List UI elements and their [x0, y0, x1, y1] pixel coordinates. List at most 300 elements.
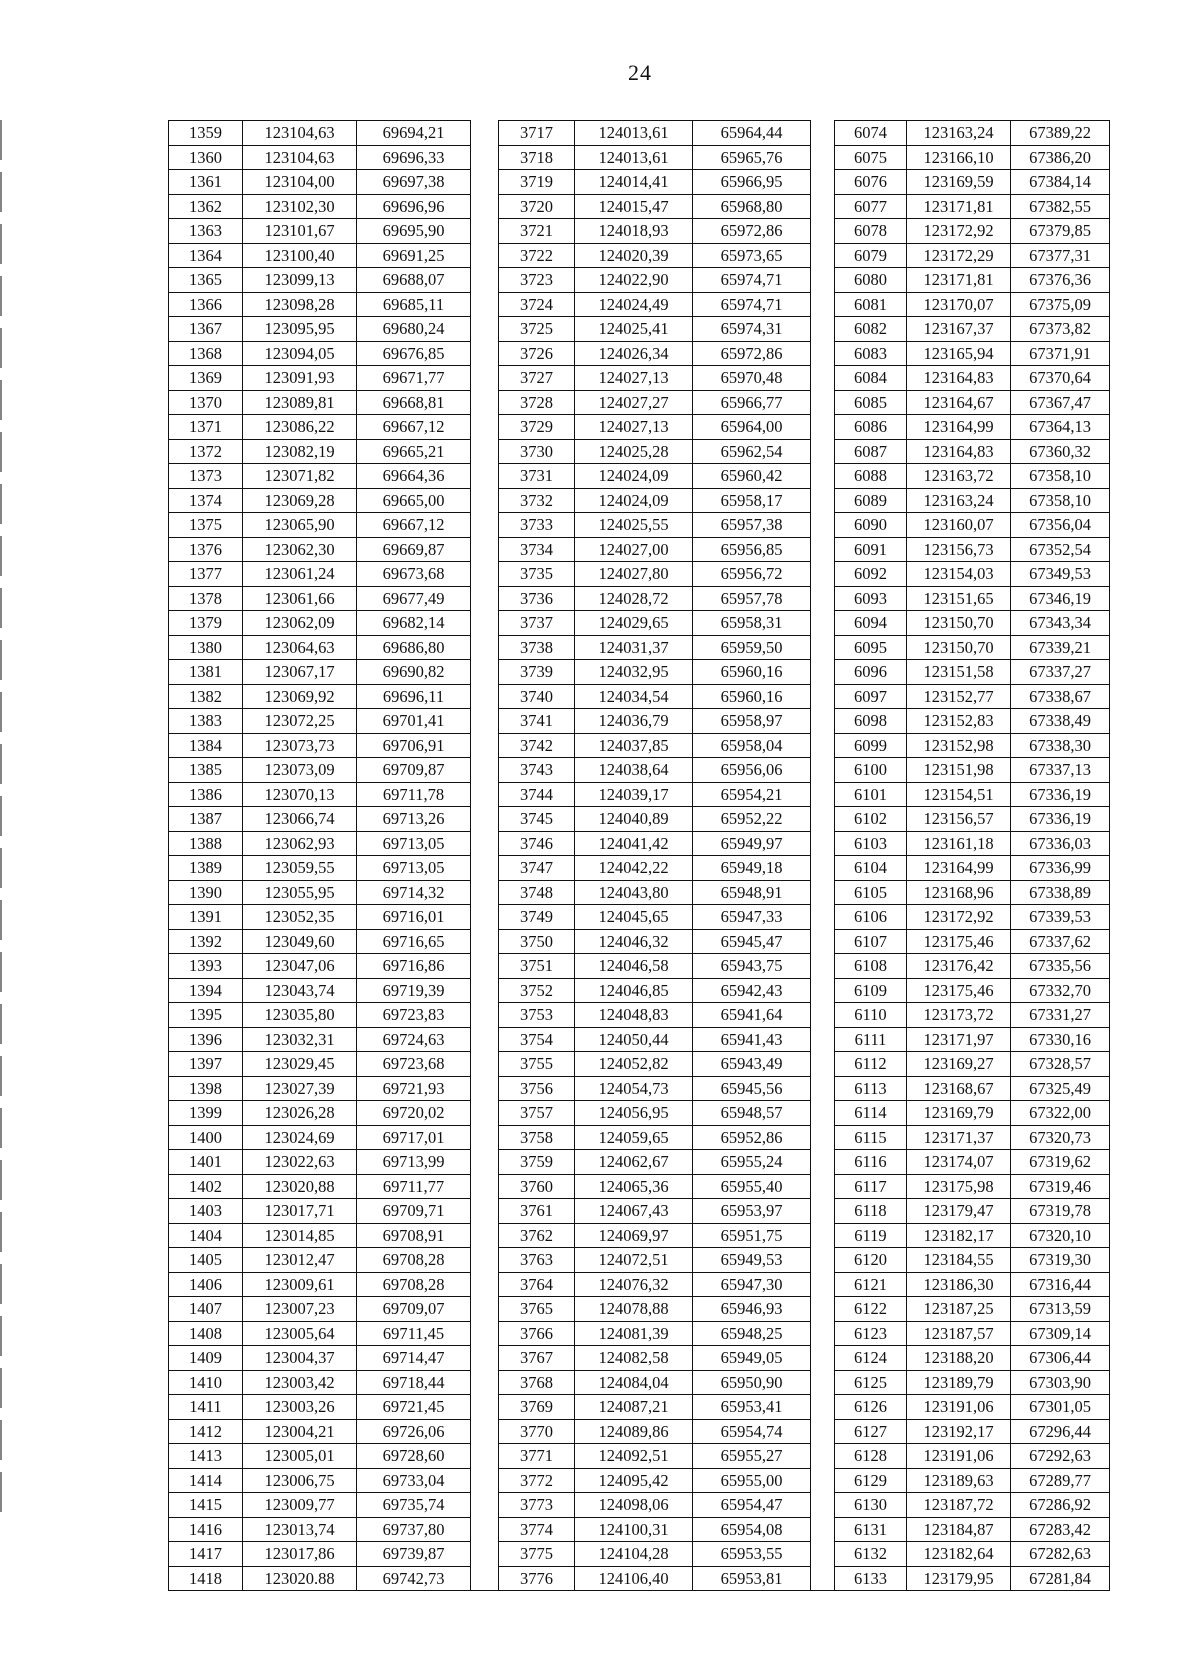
- table-row: [169, 1493, 1110, 1518]
- x-coordinate-cell: 123095,95: [243, 317, 357, 342]
- column-group-separator: [811, 1395, 835, 1420]
- y-coordinate-cell: 67389,22: [1011, 121, 1110, 146]
- x-coordinate-cell: 123163,72: [907, 464, 1011, 489]
- point-number-cell: 3725: [499, 317, 575, 342]
- point-number-cell: 3748: [499, 880, 575, 905]
- point-number-cell: 3772: [499, 1468, 575, 1493]
- column-group-separator: [471, 439, 499, 464]
- x-coordinate-cell: 123017,86: [243, 1542, 357, 1567]
- point-number-cell: 3731: [499, 464, 575, 489]
- y-coordinate-cell: 69701,41: [357, 709, 471, 734]
- x-coordinate-cell: 123163,24: [907, 488, 1011, 513]
- x-coordinate-cell: 123012,47: [243, 1248, 357, 1273]
- column-group-separator: [471, 243, 499, 268]
- point-number-cell: 6083: [835, 341, 907, 366]
- column-group-separator: [471, 978, 499, 1003]
- point-number-cell: 3750: [499, 929, 575, 954]
- table-row: [169, 1566, 1110, 1591]
- point-number-cell: 6086: [835, 415, 907, 440]
- x-coordinate-cell: 123071,82: [243, 464, 357, 489]
- x-coordinate-cell: 123154,51: [907, 782, 1011, 807]
- point-number-cell: 1377: [169, 562, 243, 587]
- table-row: [169, 733, 1110, 758]
- y-coordinate-cell: 69713,26: [357, 807, 471, 832]
- table-row: [169, 611, 1110, 636]
- point-number-cell: 6129: [835, 1468, 907, 1493]
- y-coordinate-cell: 67309,14: [1011, 1321, 1110, 1346]
- point-number-cell: 1374: [169, 488, 243, 513]
- y-coordinate-cell: 65948,25: [693, 1321, 811, 1346]
- y-coordinate-cell: 69697,38: [357, 170, 471, 195]
- point-number-cell: 3729: [499, 415, 575, 440]
- point-number-cell: 1359: [169, 121, 243, 146]
- point-number-cell: 1409: [169, 1346, 243, 1371]
- column-group-separator: [811, 488, 835, 513]
- point-number-cell: 1407: [169, 1297, 243, 1322]
- y-coordinate-cell: 67303,90: [1011, 1370, 1110, 1395]
- x-coordinate-cell: 124048,83: [575, 1003, 693, 1028]
- point-number-cell: 3722: [499, 243, 575, 268]
- x-coordinate-cell: 123156,73: [907, 537, 1011, 562]
- point-number-cell: 6082: [835, 317, 907, 342]
- point-number-cell: 3760: [499, 1174, 575, 1199]
- x-coordinate-cell: 124027,80: [575, 562, 693, 587]
- x-coordinate-cell: 124041,42: [575, 831, 693, 856]
- x-coordinate-cell: 123100,40: [243, 243, 357, 268]
- point-number-cell: 1362: [169, 194, 243, 219]
- y-coordinate-cell: 69726,06: [357, 1419, 471, 1444]
- point-number-cell: 1384: [169, 733, 243, 758]
- y-coordinate-cell: 65958,17: [693, 488, 811, 513]
- point-number-cell: 3745: [499, 807, 575, 832]
- x-coordinate-cell: 123004,21: [243, 1419, 357, 1444]
- y-coordinate-cell: 69721,45: [357, 1395, 471, 1420]
- x-coordinate-cell: 124067,43: [575, 1199, 693, 1224]
- point-number-cell: 1366: [169, 292, 243, 317]
- table-row: [169, 856, 1110, 881]
- column-group-separator: [811, 464, 835, 489]
- y-coordinate-cell: 69664,36: [357, 464, 471, 489]
- x-coordinate-cell: 123187,25: [907, 1297, 1011, 1322]
- x-coordinate-cell: 124022,90: [575, 268, 693, 293]
- y-coordinate-cell: 65962,54: [693, 439, 811, 464]
- x-coordinate-cell: 123032,31: [243, 1027, 357, 1052]
- point-number-cell: 3755: [499, 1052, 575, 1077]
- column-group-separator: [811, 1419, 835, 1444]
- column-group-separator: [811, 1125, 835, 1150]
- column-group-separator: [471, 562, 499, 587]
- table-row: [169, 880, 1110, 905]
- point-number-cell: 1382: [169, 684, 243, 709]
- column-group-separator: [811, 1566, 835, 1591]
- point-number-cell: 3739: [499, 660, 575, 685]
- y-coordinate-cell: 67375,09: [1011, 292, 1110, 317]
- point-number-cell: 3734: [499, 537, 575, 562]
- column-group-separator: [811, 1248, 835, 1273]
- y-coordinate-cell: 67386,20: [1011, 145, 1110, 170]
- point-number-cell: 6128: [835, 1444, 907, 1469]
- y-coordinate-cell: 69671,77: [357, 366, 471, 391]
- column-group-separator: [471, 1076, 499, 1101]
- point-number-cell: 1360: [169, 145, 243, 170]
- point-number-cell: 6085: [835, 390, 907, 415]
- x-coordinate-cell: 123152,98: [907, 733, 1011, 758]
- y-coordinate-cell: 67328,57: [1011, 1052, 1110, 1077]
- table-row: [169, 1517, 1110, 1542]
- x-coordinate-cell: 123171,37: [907, 1125, 1011, 1150]
- point-number-cell: 3740: [499, 684, 575, 709]
- y-coordinate-cell: 65960,42: [693, 464, 811, 489]
- column-group-separator: [811, 1150, 835, 1175]
- point-number-cell: 6097: [835, 684, 907, 709]
- x-coordinate-cell: 123064,63: [243, 635, 357, 660]
- point-number-cell: 6084: [835, 366, 907, 391]
- point-number-cell: 6093: [835, 586, 907, 611]
- x-coordinate-cell: 123169,59: [907, 170, 1011, 195]
- point-number-cell: 1404: [169, 1223, 243, 1248]
- x-coordinate-cell: 124092,51: [575, 1444, 693, 1469]
- table-row: [169, 954, 1110, 979]
- column-group-separator: [811, 758, 835, 783]
- x-coordinate-cell: 124059,65: [575, 1125, 693, 1150]
- y-coordinate-cell: 65972,86: [693, 341, 811, 366]
- x-coordinate-cell: 123179,95: [907, 1566, 1011, 1591]
- column-group-separator: [471, 1101, 499, 1126]
- column-group-separator: [811, 880, 835, 905]
- point-number-cell: 6110: [835, 1003, 907, 1028]
- y-coordinate-cell: 65966,77: [693, 390, 811, 415]
- table-row: [169, 709, 1110, 734]
- table-row: [169, 145, 1110, 170]
- x-coordinate-cell: 124024,09: [575, 488, 693, 513]
- point-number-cell: 3723: [499, 268, 575, 293]
- y-coordinate-cell: 69716,65: [357, 929, 471, 954]
- y-coordinate-cell: 67330,16: [1011, 1027, 1110, 1052]
- point-number-cell: 3759: [499, 1150, 575, 1175]
- y-coordinate-cell: 65941,43: [693, 1027, 811, 1052]
- table-row: [169, 1174, 1110, 1199]
- y-coordinate-cell: 67339,21: [1011, 635, 1110, 660]
- y-coordinate-cell: 69686,80: [357, 635, 471, 660]
- x-coordinate-cell: 124089,86: [575, 1419, 693, 1444]
- y-coordinate-cell: 69713,05: [357, 831, 471, 856]
- y-coordinate-cell: 67337,62: [1011, 929, 1110, 954]
- point-number-cell: 3763: [499, 1248, 575, 1273]
- x-coordinate-cell: 123104,63: [243, 121, 357, 146]
- x-coordinate-cell: 123186,30: [907, 1272, 1011, 1297]
- x-coordinate-cell: 123169,79: [907, 1101, 1011, 1126]
- point-number-cell: 1412: [169, 1419, 243, 1444]
- column-group-separator: [471, 1542, 499, 1567]
- column-group-separator: [811, 831, 835, 856]
- x-coordinate-cell: 123073,09: [243, 758, 357, 783]
- y-coordinate-cell: 65955,00: [693, 1468, 811, 1493]
- point-number-cell: 6090: [835, 513, 907, 538]
- y-coordinate-cell: 69711,78: [357, 782, 471, 807]
- point-number-cell: 6114: [835, 1101, 907, 1126]
- column-group-separator: [471, 856, 499, 881]
- column-group-separator: [471, 1370, 499, 1395]
- y-coordinate-cell: 69713,05: [357, 856, 471, 881]
- column-group-separator: [811, 1468, 835, 1493]
- point-number-cell: 1380: [169, 635, 243, 660]
- column-group-separator: [811, 194, 835, 219]
- point-number-cell: 3743: [499, 758, 575, 783]
- x-coordinate-cell: 124027,27: [575, 390, 693, 415]
- point-number-cell: 1369: [169, 366, 243, 391]
- y-coordinate-cell: 67338,89: [1011, 880, 1110, 905]
- y-coordinate-cell: 65947,30: [693, 1272, 811, 1297]
- point-number-cell: 3749: [499, 905, 575, 930]
- y-coordinate-cell: 65973,65: [693, 243, 811, 268]
- point-number-cell: 6098: [835, 709, 907, 734]
- point-number-cell: 1367: [169, 317, 243, 342]
- y-coordinate-cell: 65946,93: [693, 1297, 811, 1322]
- x-coordinate-cell: 123024,69: [243, 1125, 357, 1150]
- column-group-separator: [471, 1052, 499, 1077]
- y-coordinate-cell: 69711,45: [357, 1321, 471, 1346]
- column-group-separator: [471, 1517, 499, 1542]
- x-coordinate-cell: 124027,00: [575, 537, 693, 562]
- column-group-separator: [471, 1003, 499, 1028]
- point-number-cell: 3738: [499, 635, 575, 660]
- point-number-cell: 6121: [835, 1272, 907, 1297]
- column-group-separator: [811, 1370, 835, 1395]
- column-group-separator: [471, 635, 499, 660]
- x-coordinate-cell: 123102,30: [243, 194, 357, 219]
- x-coordinate-cell: 123166,10: [907, 145, 1011, 170]
- point-number-cell: 3754: [499, 1027, 575, 1052]
- table-row: [169, 464, 1110, 489]
- y-coordinate-cell: 65953,97: [693, 1199, 811, 1224]
- x-coordinate-cell: 124032,95: [575, 660, 693, 685]
- x-coordinate-cell: 123184,87: [907, 1517, 1011, 1542]
- x-coordinate-cell: 123164,99: [907, 856, 1011, 881]
- table-row: [169, 1272, 1110, 1297]
- table-row: [169, 1248, 1110, 1273]
- x-coordinate-cell: 123156,57: [907, 807, 1011, 832]
- x-coordinate-cell: 123035,80: [243, 1003, 357, 1028]
- point-number-cell: 1368: [169, 341, 243, 366]
- point-number-cell: 3730: [499, 439, 575, 464]
- y-coordinate-cell: 67379,85: [1011, 219, 1110, 244]
- column-group-separator: [471, 1272, 499, 1297]
- y-coordinate-cell: 65960,16: [693, 684, 811, 709]
- column-group-separator: [471, 1248, 499, 1273]
- point-number-cell: 3744: [499, 782, 575, 807]
- point-number-cell: 1391: [169, 905, 243, 930]
- y-coordinate-cell: 69690,82: [357, 660, 471, 685]
- point-number-cell: 1370: [169, 390, 243, 415]
- point-number-cell: 6131: [835, 1517, 907, 1542]
- column-group-separator: [811, 1493, 835, 1518]
- column-group-separator: [471, 415, 499, 440]
- column-group-separator: [811, 562, 835, 587]
- y-coordinate-cell: 67384,14: [1011, 170, 1110, 195]
- x-coordinate-cell: 123152,83: [907, 709, 1011, 734]
- table-row: [169, 635, 1110, 660]
- table-row: [169, 317, 1110, 342]
- column-group-separator: [811, 268, 835, 293]
- y-coordinate-cell: 69723,83: [357, 1003, 471, 1028]
- x-coordinate-cell: 123164,67: [907, 390, 1011, 415]
- y-coordinate-cell: 67316,44: [1011, 1272, 1110, 1297]
- x-coordinate-cell: 124052,82: [575, 1052, 693, 1077]
- x-coordinate-cell: 123154,03: [907, 562, 1011, 587]
- column-group-separator: [471, 1346, 499, 1371]
- x-coordinate-cell: 123152,77: [907, 684, 1011, 709]
- x-coordinate-cell: 123188,20: [907, 1346, 1011, 1371]
- x-coordinate-cell: 123164,83: [907, 366, 1011, 391]
- x-coordinate-cell: 124039,17: [575, 782, 693, 807]
- point-number-cell: 6089: [835, 488, 907, 513]
- column-group-separator: [811, 1517, 835, 1542]
- y-coordinate-cell: 67322,00: [1011, 1101, 1110, 1126]
- x-coordinate-cell: 123017,71: [243, 1199, 357, 1224]
- column-group-separator: [811, 1272, 835, 1297]
- table-row: [169, 415, 1110, 440]
- y-coordinate-cell: 67343,34: [1011, 611, 1110, 636]
- scan-edge-mark: [0, 120, 2, 1520]
- x-coordinate-cell: 123167,37: [907, 317, 1011, 342]
- point-number-cell: 1389: [169, 856, 243, 881]
- x-coordinate-cell: 123172,29: [907, 243, 1011, 268]
- x-coordinate-cell: 123086,22: [243, 415, 357, 440]
- y-coordinate-cell: 67281,84: [1011, 1566, 1110, 1591]
- point-number-cell: 3765: [499, 1297, 575, 1322]
- y-coordinate-cell: 65954,21: [693, 782, 811, 807]
- point-number-cell: 1396: [169, 1027, 243, 1052]
- x-coordinate-cell: 124054,73: [575, 1076, 693, 1101]
- column-group-separator: [471, 537, 499, 562]
- x-coordinate-cell: 123070,13: [243, 782, 357, 807]
- y-coordinate-cell: 65965,76: [693, 145, 811, 170]
- point-number-cell: 6130: [835, 1493, 907, 1518]
- x-coordinate-cell: 124056,95: [575, 1101, 693, 1126]
- y-coordinate-cell: 65964,44: [693, 121, 811, 146]
- x-coordinate-cell: 123175,46: [907, 978, 1011, 1003]
- x-coordinate-cell: 123161,18: [907, 831, 1011, 856]
- point-number-cell: 3762: [499, 1223, 575, 1248]
- point-number-cell: 1406: [169, 1272, 243, 1297]
- column-group-separator: [811, 292, 835, 317]
- column-group-separator: [471, 782, 499, 807]
- column-group-separator: [471, 170, 499, 195]
- point-number-cell: 6096: [835, 660, 907, 685]
- point-number-cell: 3776: [499, 1566, 575, 1591]
- y-coordinate-cell: 65974,71: [693, 292, 811, 317]
- y-coordinate-cell: 65948,91: [693, 880, 811, 905]
- table-row: [169, 562, 1110, 587]
- x-coordinate-cell: 123067,17: [243, 660, 357, 685]
- y-coordinate-cell: 69706,91: [357, 733, 471, 758]
- x-coordinate-cell: 123061,24: [243, 562, 357, 587]
- x-coordinate-cell: 124018,93: [575, 219, 693, 244]
- x-coordinate-cell: 123065,90: [243, 513, 357, 538]
- point-number-cell: 1398: [169, 1076, 243, 1101]
- y-coordinate-cell: 65960,16: [693, 660, 811, 685]
- column-group-separator: [811, 709, 835, 734]
- x-coordinate-cell: 123062,09: [243, 611, 357, 636]
- y-coordinate-cell: 67352,54: [1011, 537, 1110, 562]
- x-coordinate-cell: 124076,32: [575, 1272, 693, 1297]
- y-coordinate-cell: 69676,85: [357, 341, 471, 366]
- table-row: [169, 1003, 1110, 1028]
- column-group-separator: [471, 660, 499, 685]
- point-number-cell: 1375: [169, 513, 243, 538]
- point-number-cell: 1386: [169, 782, 243, 807]
- table-row: [169, 1101, 1110, 1126]
- point-number-cell: 6094: [835, 611, 907, 636]
- y-coordinate-cell: 65951,75: [693, 1223, 811, 1248]
- column-group-separator: [811, 415, 835, 440]
- x-coordinate-cell: 124037,85: [575, 733, 693, 758]
- y-coordinate-cell: 65947,33: [693, 905, 811, 930]
- y-coordinate-cell: 67337,13: [1011, 758, 1110, 783]
- table-row: [169, 1395, 1110, 1420]
- y-coordinate-cell: 65958,04: [693, 733, 811, 758]
- x-coordinate-cell: 124095,42: [575, 1468, 693, 1493]
- y-coordinate-cell: 69739,87: [357, 1542, 471, 1567]
- point-number-cell: 3773: [499, 1493, 575, 1518]
- column-group-separator: [471, 831, 499, 856]
- table-row: [169, 121, 1110, 146]
- y-coordinate-cell: 67332,70: [1011, 978, 1110, 1003]
- table-row: [169, 1150, 1110, 1175]
- x-coordinate-cell: 123187,57: [907, 1321, 1011, 1346]
- x-coordinate-cell: 123072,25: [243, 709, 357, 734]
- y-coordinate-cell: 67335,56: [1011, 954, 1110, 979]
- table-row: [169, 292, 1110, 317]
- point-number-cell: 1372: [169, 439, 243, 464]
- table-row: [169, 513, 1110, 538]
- point-number-cell: 6076: [835, 170, 907, 195]
- x-coordinate-cell: 124046,85: [575, 978, 693, 1003]
- point-number-cell: 6075: [835, 145, 907, 170]
- x-coordinate-cell: 123013,74: [243, 1517, 357, 1542]
- column-group-separator: [471, 905, 499, 930]
- column-group-separator: [471, 464, 499, 489]
- y-coordinate-cell: 69695,90: [357, 219, 471, 244]
- x-coordinate-cell: 123005,01: [243, 1444, 357, 1469]
- column-group-separator: [471, 807, 499, 832]
- y-coordinate-cell: 65943,75: [693, 954, 811, 979]
- column-group-separator: [471, 366, 499, 391]
- coordinate-table-body: [169, 121, 1110, 1591]
- column-group-separator: [471, 586, 499, 611]
- y-coordinate-cell: 65957,78: [693, 586, 811, 611]
- x-coordinate-cell: 123164,99: [907, 415, 1011, 440]
- point-number-cell: 1413: [169, 1444, 243, 1469]
- y-coordinate-cell: 69668,81: [357, 390, 471, 415]
- point-number-cell: 6100: [835, 758, 907, 783]
- y-coordinate-cell: 67370,64: [1011, 366, 1110, 391]
- y-coordinate-cell: 69716,01: [357, 905, 471, 930]
- point-number-cell: 6080: [835, 268, 907, 293]
- x-coordinate-cell: 123182,17: [907, 1223, 1011, 1248]
- point-number-cell: 1376: [169, 537, 243, 562]
- point-number-cell: 3719: [499, 170, 575, 195]
- y-coordinate-cell: 65953,55: [693, 1542, 811, 1567]
- point-number-cell: 6078: [835, 219, 907, 244]
- x-coordinate-cell: 123150,70: [907, 635, 1011, 660]
- y-coordinate-cell: 69711,77: [357, 1174, 471, 1199]
- column-group-separator: [471, 1493, 499, 1518]
- x-coordinate-cell: 123089,81: [243, 390, 357, 415]
- x-coordinate-cell: 123022,63: [243, 1150, 357, 1175]
- x-coordinate-cell: 123104,63: [243, 145, 357, 170]
- x-coordinate-cell: 123187,72: [907, 1493, 1011, 1518]
